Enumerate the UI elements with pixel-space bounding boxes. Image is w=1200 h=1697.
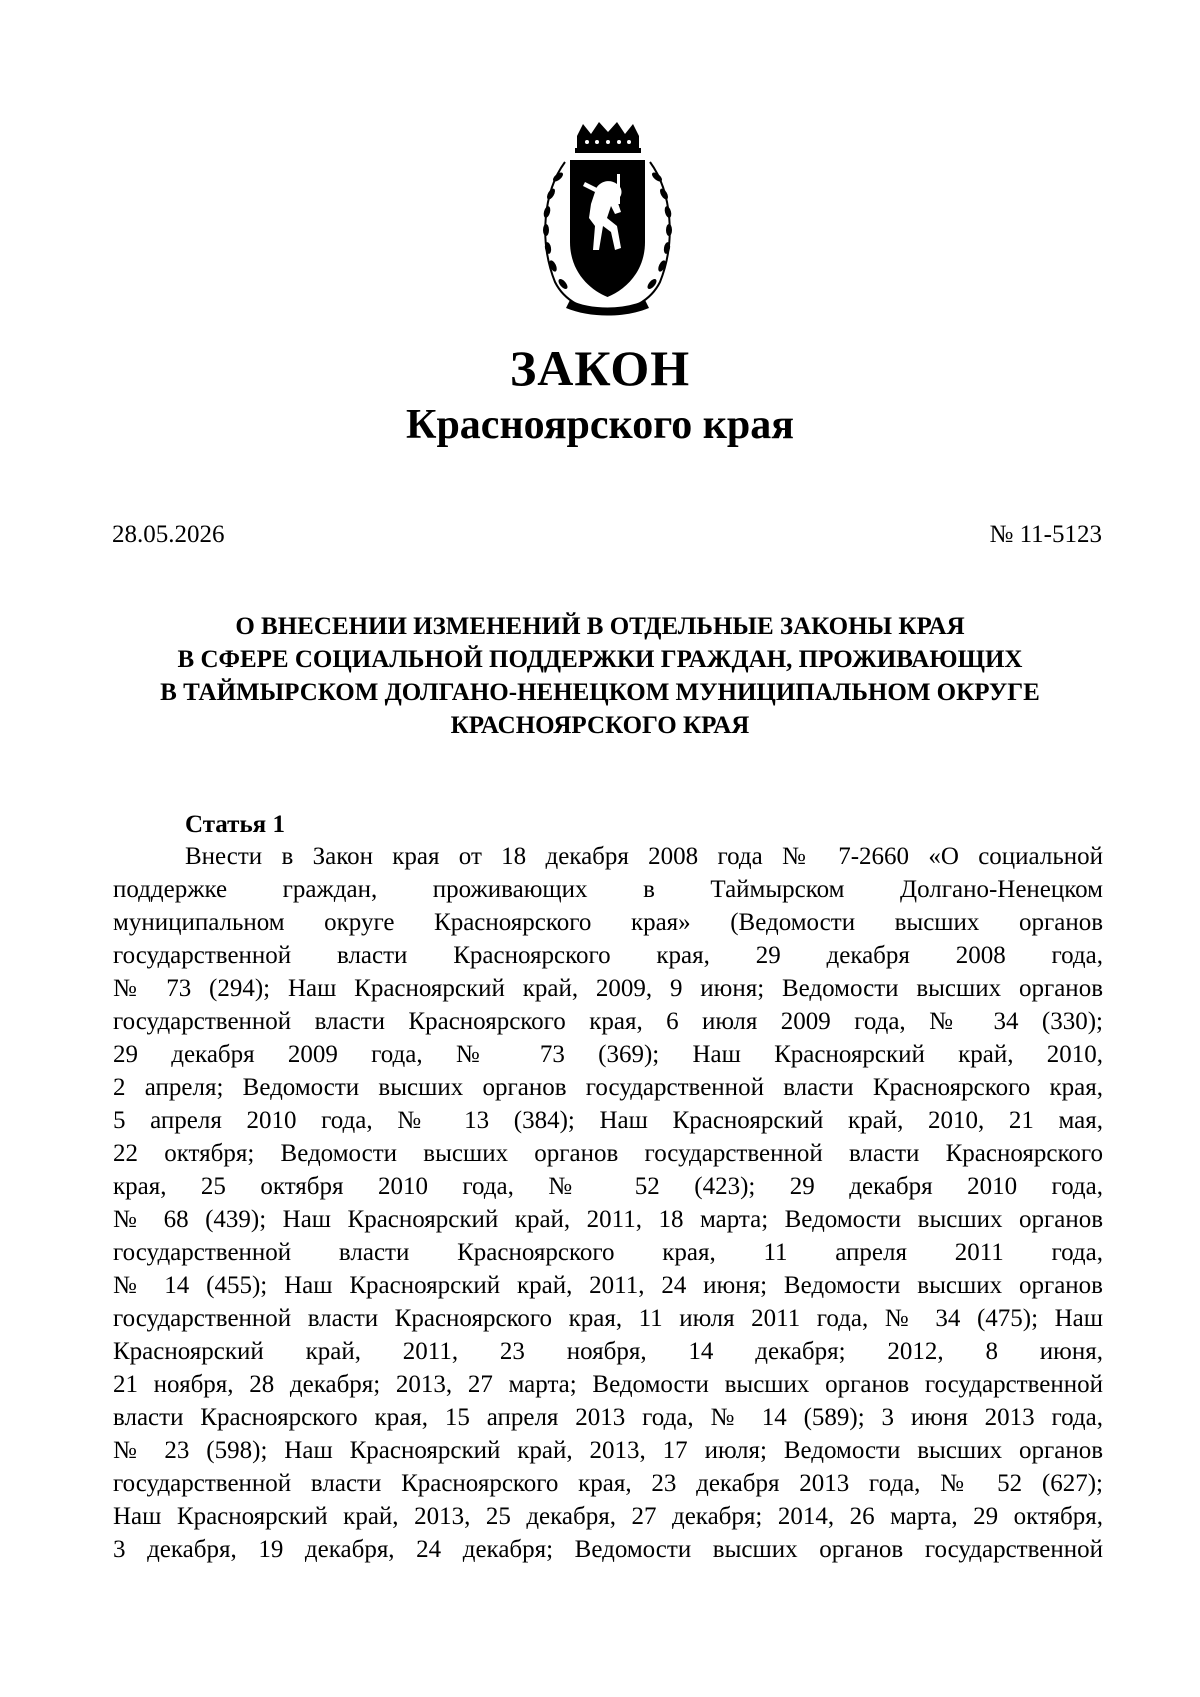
article-text-line: 29 декабря 2009 года, № 73 (369); Наш Красноярский край, 2010, [113,1041,1103,1068]
article-text-line: № 14 (455); Наш Красноярский край, 2011, 24 июня; Ведомости высших органов [113,1272,1103,1299]
article-text-line: поддержке граждан, проживающих в Таймырском Долгано-Ненецком [113,876,1103,903]
document-date: 28.05.2026 [112,521,225,548]
document-region-heading: Красноярского края [405,402,795,448]
coat-of-arms-emblem [525,122,690,322]
law-title [80,610,1120,742]
article-body [113,840,1103,1566]
article-text-line: государственной власти Красноярского края, 29 декабря 2008 года, [113,942,1103,969]
article-text-line: Внести в Закон края от 18 декабря 2008 года № 7-2660 «О социальной [185,843,1103,870]
document-type-heading: ЗАКОН [509,340,691,396]
law-title-line: КРАСНОЯРСКОГО КРАЯ [450,712,750,739]
article-text-line: государственной власти Красноярского края, 11 апреля 2011 года, [113,1239,1103,1266]
article-text-line: № 23 (598); Наш Красноярский край, 2013, 17 июля; Ведомости высших органов [113,1437,1103,1464]
article-text-line: муниципальном округе Красноярского края» (Ведомости высших органов [113,909,1103,936]
article-text-line: № 73 (294); Наш Красноярский край, 2009, 9 июня; Ведомости высших органов [113,975,1103,1002]
article-text-line: 22 октября; Ведомости высших органов государственной власти Красноярского [113,1140,1103,1167]
law-title-line: О ВНЕСЕНИИ ИЗМЕНЕНИЙ В ОТДЕЛЬНЫЕ ЗАКОНЫ КРАЯ [235,613,965,640]
article-text-line: 5 апреля 2010 года, № 13 (384); Наш Красноярский край, 2010, 21 мая, [113,1107,1103,1134]
law-title-line: В СФЕРЕ СОЦИАЛЬНОЙ ПОДДЕРЖКИ ГРАЖДАН, ПРОЖИВАЮЩИХ [177,646,1023,673]
article-text-line: № 68 (439); Наш Красноярский край, 2011, 18 марта; Ведомости высших органов [113,1206,1103,1233]
article-text-line: государственной власти Красноярского края, 6 июля 2009 года, № 34 (330); [113,1008,1103,1035]
document-number: № 11-5123 [989,521,1102,548]
article-heading: Статья 1 [185,811,285,838]
article-text-line: Наш Красноярский край, 2013, 25 декабря, 27 декабря; 2014, 26 марта, 29 октября, [113,1503,1103,1530]
article-text-line: государственной власти Красноярского края, 23 декабря 2013 года, № 52 (627); [113,1470,1103,1497]
article-text-line: 21 ноября, 28 декабря; 2013, 27 марта; Ведомости высших органов государственной [113,1371,1103,1398]
article-text-line: 2 апреля; Ведомости высших органов государственной власти Красноярского края, [113,1074,1103,1101]
article-text-line: края, 25 октября 2010 года, № 52 (423); 29 декабря 2010 года, [113,1173,1103,1200]
article-text-line: власти Красноярского края, 15 апреля 2013 года, № 14 (589); 3 июня 2013 года, [113,1404,1103,1431]
article-text-line: 3 декабря, 19 декабря, 24 декабря; Ведомости высших органов государственной [113,1536,1103,1563]
article-text-line: Красноярский край, 2011, 23 ноября, 14 декабря; 2012, 8 июня, [113,1338,1103,1365]
law-title-line: В ТАЙМЫРСКОМ ДОЛГАНО-НЕНЕЦКОМ МУНИЦИПАЛЬНОМ ОКРУГЕ [160,679,1040,706]
article-text-line: государственной власти Красноярского края, 11 июля 2011 года, № 34 (475); Наш [113,1305,1103,1332]
